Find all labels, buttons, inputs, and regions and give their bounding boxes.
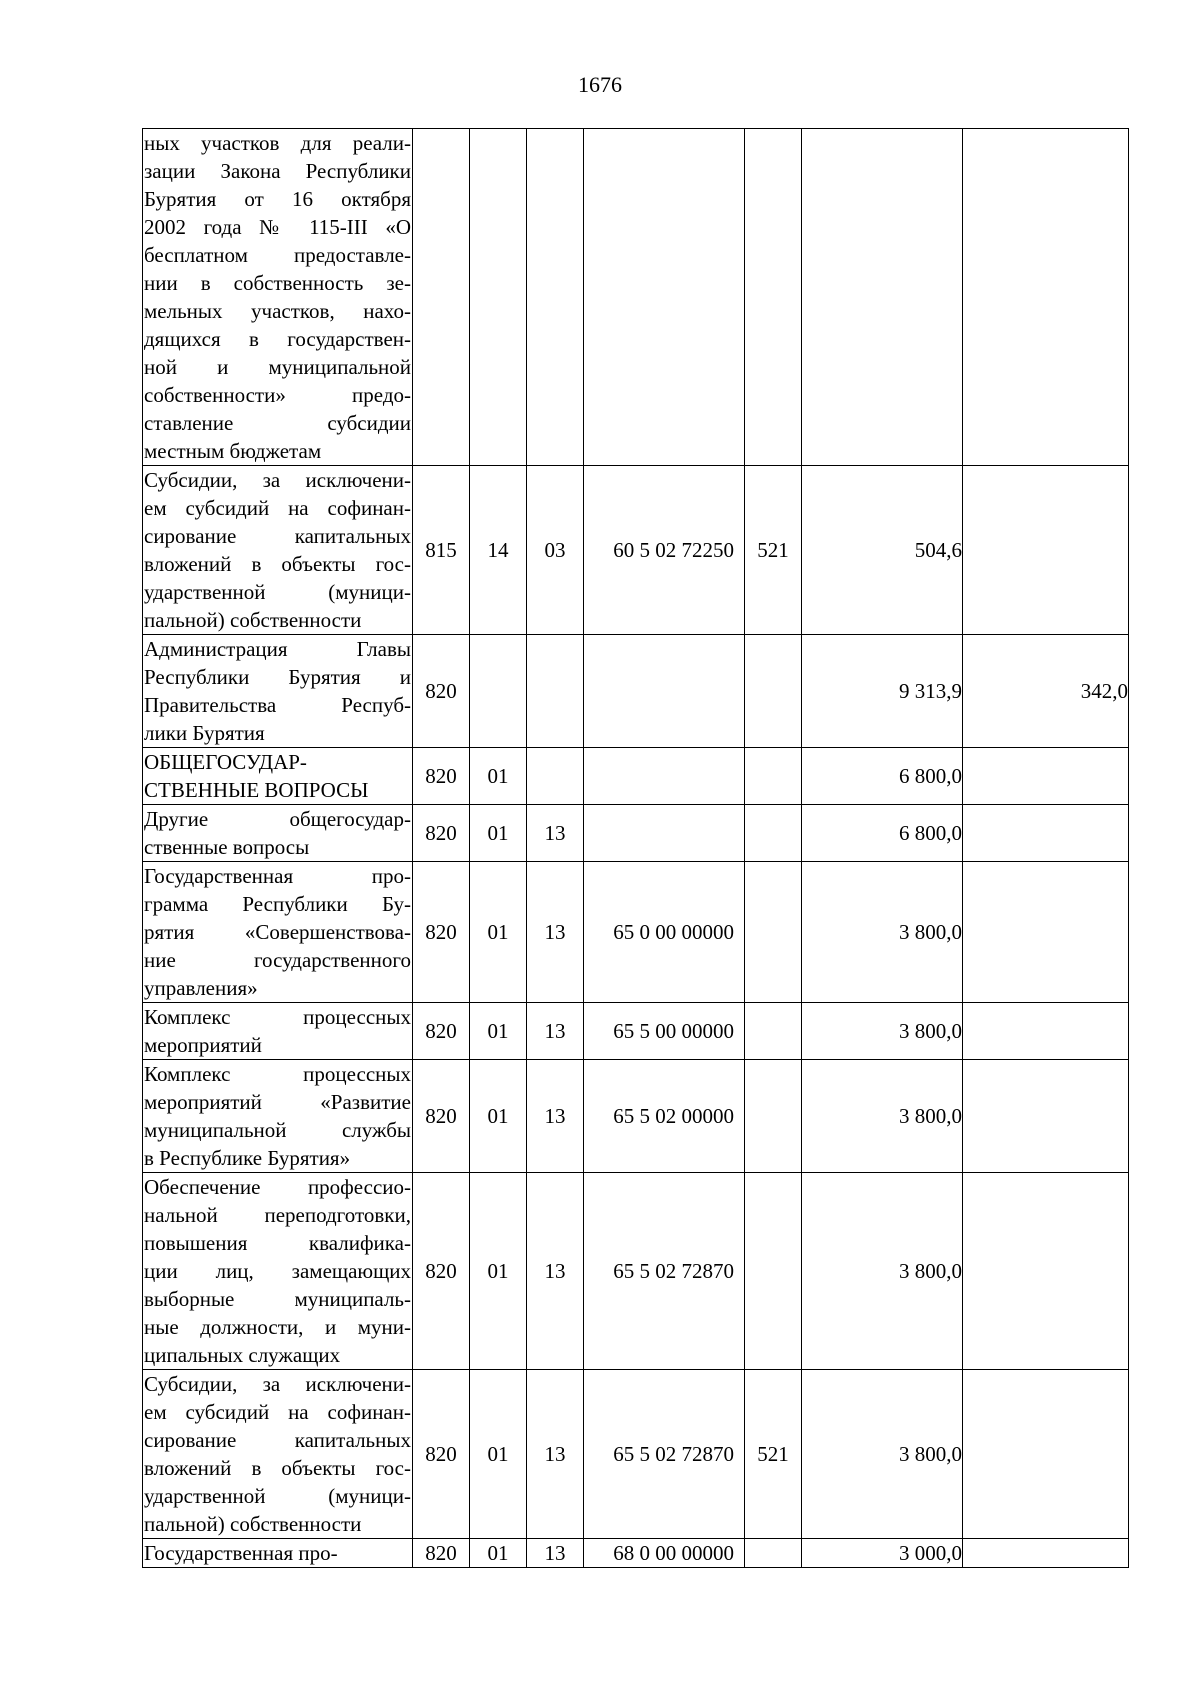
cell-target-article xyxy=(584,129,745,466)
cell-grbs: 815 xyxy=(413,466,470,635)
cell-amount-2 xyxy=(963,1539,1129,1568)
cell-amount-2 xyxy=(963,129,1129,466)
cell-name-line: Комплекс процессных xyxy=(144,1005,411,1029)
cell-name-line: мероприятий «Развитие xyxy=(144,1090,411,1114)
cell-target-article: 65 5 00 00000 xyxy=(584,1003,745,1060)
cell-amount-2 xyxy=(963,748,1129,805)
cell-target-article xyxy=(584,635,745,748)
cell-name-line: пальной) собственности xyxy=(144,1512,362,1536)
cell-section: 01 xyxy=(470,805,527,862)
cell-subsection xyxy=(527,129,584,466)
cell-target-article: 68 0 00 00000 xyxy=(584,1539,745,1568)
table-row xyxy=(143,1370,1129,1539)
cell-name-line: ной и муниципальной xyxy=(144,355,411,379)
cell-target-article: 60 5 02 72250 xyxy=(584,466,745,635)
cell-name-line: дящихся в государствен- xyxy=(144,327,411,351)
cell-name-line: мероприятий xyxy=(144,1033,262,1057)
cell-section xyxy=(470,129,527,466)
cell-name-line: пальной) собственности xyxy=(144,608,362,632)
cell-expense-type xyxy=(745,1173,802,1370)
cell-name-line: ОБЩЕГОСУДАР- xyxy=(144,750,307,774)
cell-name xyxy=(143,1173,413,1370)
cell-name-line: ударственной (муници- xyxy=(144,1484,411,1508)
cell-grbs: 820 xyxy=(413,748,470,805)
cell-name-line: ставление субсидии xyxy=(144,411,411,435)
cell-section xyxy=(470,635,527,748)
cell-name-line: сирование капитальных xyxy=(144,524,411,548)
cell-name-line: выборные муниципаль- xyxy=(144,1287,411,1311)
cell-section: 01 xyxy=(470,1370,527,1539)
cell-name-line: 2002 года № 115-III «О xyxy=(144,215,411,239)
cell-section: 01 xyxy=(470,862,527,1003)
cell-name-line: ственные вопросы xyxy=(144,835,310,859)
cell-name-line: Правительства Респуб- xyxy=(144,693,411,717)
cell-name-line: ных участков для реали- xyxy=(144,131,411,155)
cell-name-line: грамма Республики Бу- xyxy=(144,892,411,916)
cell-name-line: муниципальной службы xyxy=(144,1118,411,1142)
cell-name-line: СТВЕННЫЕ ВОПРОСЫ xyxy=(144,778,369,802)
cell-name-line: бесплатном предоставле- xyxy=(144,243,411,267)
cell-subsection: 13 xyxy=(527,1370,584,1539)
cell-amount: 6 800,0 xyxy=(802,748,963,805)
table-row xyxy=(143,1539,1129,1568)
cell-expense-type xyxy=(745,1539,802,1568)
cell-grbs: 820 xyxy=(413,1539,470,1568)
cell-target-article: 65 5 02 00000 xyxy=(584,1060,745,1173)
cell-subsection: 13 xyxy=(527,1060,584,1173)
cell-expense-type xyxy=(745,635,802,748)
cell-name-line: в Республике Бурятия» xyxy=(144,1146,351,1170)
cell-name-line: Субсидии, за исключени- xyxy=(144,468,411,492)
cell-amount-2 xyxy=(963,1370,1129,1539)
cell-amount: 3 000,0 xyxy=(802,1539,963,1568)
cell-amount-2: 342,0 xyxy=(963,635,1129,748)
cell-grbs: 820 xyxy=(413,805,470,862)
cell-subsection: 13 xyxy=(527,1003,584,1060)
cell-name-line: управления» xyxy=(144,976,258,1000)
cell-expense-type xyxy=(745,1003,802,1060)
cell-name-line: лики Бурятия xyxy=(144,721,265,745)
cell-target-article: 65 5 02 72870 xyxy=(584,1370,745,1539)
cell-amount: 3 800,0 xyxy=(802,1370,963,1539)
cell-name-line: Обеспечение профессио- xyxy=(144,1175,411,1199)
cell-name-line: Другие общегосудар- xyxy=(144,807,411,831)
cell-amount: 3 800,0 xyxy=(802,862,963,1003)
cell-expense-type xyxy=(745,1060,802,1173)
cell-name-line: Комплекс процессных xyxy=(144,1062,411,1086)
cell-amount-2 xyxy=(963,1173,1129,1370)
table-row xyxy=(143,635,1129,748)
cell-grbs: 820 xyxy=(413,1060,470,1173)
cell-expense-type: 521 xyxy=(745,466,802,635)
cell-amount: 504,6 xyxy=(802,466,963,635)
cell-subsection: 13 xyxy=(527,1173,584,1370)
cell-expense-type xyxy=(745,748,802,805)
cell-grbs xyxy=(413,129,470,466)
cell-name-line: ние государственного xyxy=(144,948,411,972)
cell-amount: 3 800,0 xyxy=(802,1173,963,1370)
table-row xyxy=(143,1060,1129,1173)
cell-grbs: 820 xyxy=(413,862,470,1003)
cell-name-line: нии в собственность зе- xyxy=(144,271,411,295)
cell-grbs: 820 xyxy=(413,1003,470,1060)
cell-name-line: ем субсидий на софинан- xyxy=(144,496,411,520)
cell-name xyxy=(143,805,413,862)
cell-name-line: вложений в объекты гос- xyxy=(144,552,411,576)
cell-grbs: 820 xyxy=(413,1173,470,1370)
cell-amount xyxy=(802,129,963,466)
cell-name xyxy=(143,1003,413,1060)
cell-section: 01 xyxy=(470,1003,527,1060)
cell-target-article: 65 5 02 72870 xyxy=(584,1173,745,1370)
cell-subsection: 13 xyxy=(527,1539,584,1568)
cell-expense-type xyxy=(745,129,802,466)
cell-amount-2 xyxy=(963,1003,1129,1060)
table-row xyxy=(143,748,1129,805)
cell-target-article: 65 0 00 00000 xyxy=(584,862,745,1003)
cell-grbs: 820 xyxy=(413,635,470,748)
cell-name-line: Республики Бурятия и xyxy=(144,665,411,689)
table-row xyxy=(143,466,1129,635)
cell-name-line: Субсидии, за исключени- xyxy=(144,1372,411,1396)
cell-name xyxy=(143,635,413,748)
cell-name-line: Бурятия от 16 октября xyxy=(144,187,411,211)
cell-name-line: Государственная про- xyxy=(144,864,411,888)
cell-amount-2 xyxy=(963,805,1129,862)
cell-name xyxy=(143,1370,413,1539)
cell-name xyxy=(143,1060,413,1173)
cell-target-article xyxy=(584,748,745,805)
cell-name-line: сирование капитальных xyxy=(144,1428,411,1452)
cell-name xyxy=(143,1539,413,1568)
cell-target-article xyxy=(584,805,745,862)
cell-amount-2 xyxy=(963,862,1129,1003)
budget-table xyxy=(142,128,1129,1568)
cell-expense-type: 521 xyxy=(745,1370,802,1539)
cell-name xyxy=(143,466,413,635)
cell-name-line: вложений в объекты гос- xyxy=(144,1456,411,1480)
cell-name-line: ципальных служащих xyxy=(144,1343,341,1367)
cell-name-line: ные должности, и муни- xyxy=(144,1315,411,1339)
cell-amount-2 xyxy=(963,1060,1129,1173)
table-row xyxy=(143,862,1129,1003)
cell-name-line: местным бюджетам xyxy=(144,439,322,463)
cell-name-line: Государственная про- xyxy=(144,1541,338,1565)
cell-amount: 6 800,0 xyxy=(802,805,963,862)
cell-name-line: ударственной (муници- xyxy=(144,580,411,604)
cell-amount: 3 800,0 xyxy=(802,1060,963,1173)
cell-amount: 3 800,0 xyxy=(802,1003,963,1060)
cell-name-line: собственности» предо- xyxy=(144,383,411,407)
cell-section: 14 xyxy=(470,466,527,635)
table-row xyxy=(143,1173,1129,1370)
table-row xyxy=(143,129,1129,466)
cell-name xyxy=(143,129,413,466)
cell-name-line: ции лиц, замещающих xyxy=(144,1259,411,1283)
cell-section: 01 xyxy=(470,1060,527,1173)
cell-subsection: 13 xyxy=(527,805,584,862)
cell-subsection: 03 xyxy=(527,466,584,635)
cell-expense-type xyxy=(745,805,802,862)
table-row xyxy=(143,1003,1129,1060)
cell-expense-type xyxy=(745,862,802,1003)
table-row xyxy=(143,805,1129,862)
cell-section: 01 xyxy=(470,1539,527,1568)
cell-name xyxy=(143,862,413,1003)
cell-amount: 9 313,9 xyxy=(802,635,963,748)
cell-subsection xyxy=(527,748,584,805)
cell-name-line: рятия «Совершенствова- xyxy=(144,920,411,944)
cell-subsection xyxy=(527,635,584,748)
cell-section: 01 xyxy=(470,748,527,805)
cell-name-line: нальной переподготовки, xyxy=(144,1203,411,1227)
cell-name-line: зации Закона Республики xyxy=(144,159,411,183)
page-number: 1676 xyxy=(578,72,622,97)
cell-section: 01 xyxy=(470,1173,527,1370)
table-body xyxy=(143,129,1129,1568)
cell-name-line: ем субсидий на софинан- xyxy=(144,1400,411,1424)
cell-name-line: Администрация Главы xyxy=(144,637,411,661)
cell-name-line: повышения квалифика- xyxy=(144,1231,411,1255)
cell-amount-2 xyxy=(963,466,1129,635)
cell-grbs: 820 xyxy=(413,1370,470,1539)
cell-name xyxy=(143,748,413,805)
cell-subsection: 13 xyxy=(527,862,584,1003)
cell-name-line: мельных участков, нахо- xyxy=(144,299,411,323)
